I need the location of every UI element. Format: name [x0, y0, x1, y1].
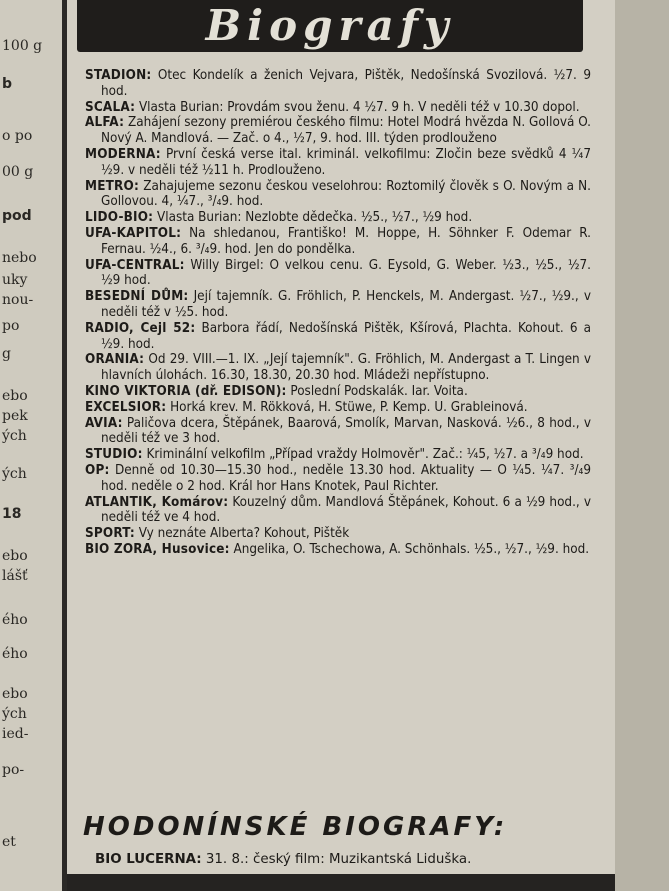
cinema-name: METRO:: [85, 178, 139, 194]
cinema-program: Kriminální velkofilm „Případ vraždy Holmověr". Zač.: ¼5, ½7. a ³/₄9 hod.: [146, 447, 584, 463]
cinema-entry: [85, 463, 591, 495]
cinema-name: ATLANTIK, Komárov:: [85, 494, 229, 510]
cinema-name: OP:: [85, 462, 110, 478]
cinema-program: Kouzelný dům. Mandlová Štěpánek, Kohout. 6 a ½9 hod., v neděli též ve 4 hod.: [101, 494, 591, 526]
cinema-program: Zahájení sezony premiérou českého filmu: Hotel Modrá hvězda N. Gollová O. Nový A. Mandlová. — Zač. o 4., ½7, 9. hod. III. týden prodlouženo: [101, 115, 591, 147]
cinema-entry: [85, 115, 591, 147]
adjacent-text-fragment: ých: [2, 706, 27, 722]
adjacent-text-fragment: lášť: [2, 568, 28, 584]
adjacent-text-fragment: ied-: [2, 726, 29, 742]
adjacent-text-fragment: 00 g: [2, 164, 34, 180]
cinema-entry: [85, 226, 591, 258]
cinema-entry: [85, 321, 591, 353]
cinema-name: ORANIA:: [85, 352, 145, 368]
cinema-program: Na shledanou, Františko! M. Hoppe, H. Söhnker F. Odemar R. Fernau. ½4., 6. ³/₄9. hod. Jen do pondělka.: [101, 225, 591, 257]
adjacent-text-fragment: pek: [2, 408, 28, 424]
adjacent-text-fragment: b: [2, 76, 13, 92]
section-header: [77, 0, 583, 52]
adjacent-text-fragment: nebo: [2, 250, 37, 266]
adjacent-text-fragment: g: [2, 346, 11, 362]
cinema-program: Její tajemník. G. Fröhlich, P. Henckels, M. Andergast. ½7., ½9., v neděli též v ½5. hod.: [101, 289, 592, 320]
adjacent-text-fragment: ého: [2, 612, 28, 628]
adjacent-text-fragment: 100 g: [2, 38, 43, 54]
cinema-program: Vlasta Burian: Provdám svou ženu. 4 ½7. 9 h. V neděli též v 10.30 dopol.: [138, 99, 580, 115]
cinema-entry: [85, 179, 591, 211]
cinema-program: Barbora řádí, Nedošínská Pištěk, Kšírová, Plachta. Kohout. 6 a ½9. hod.: [101, 320, 591, 352]
adjacent-text-fragment: uky: [2, 272, 28, 288]
adjacent-column: [0, 0, 62, 891]
cinema-entry: [85, 210, 591, 226]
cinema-name: STADION:: [85, 68, 152, 83]
cinema-name: SCALA:: [85, 99, 136, 115]
biografy-column: [67, 0, 615, 891]
adjacent-text-fragment: pod: [2, 208, 32, 224]
adjacent-text-fragment: 18: [2, 506, 22, 522]
cinema-program: Angelika, O. Tschechowa, A. Schönhals. ½5., ½7., ½9. hod.: [233, 541, 590, 557]
cinema-entry: [85, 400, 591, 416]
cinema-name: STUDIO:: [85, 447, 143, 463]
cinema-entry: [85, 447, 591, 463]
cinema-name: UFA-CENTRAL:: [85, 257, 185, 273]
cinema-name: BESEDNÍ DŮM:: [85, 289, 189, 305]
cinema-name: SPORT:: [85, 526, 135, 542]
adjacent-text-fragment: et: [2, 834, 16, 850]
section-title-hodonin: HODONÍNSKÉ BIOGRAFY:: [83, 812, 508, 842]
cinema-program: 31. 8.: český film: Muzikantská Liduška.: [205, 852, 472, 867]
section-title: Biografy: [205, 1, 455, 50]
adjacent-text-fragment: o po: [2, 128, 33, 144]
adjacent-text-fragment: ebo: [2, 548, 28, 564]
adjacent-text-fragment: ých: [2, 428, 27, 444]
cinema-name: UFA-KAPITOL:: [85, 225, 182, 241]
cinema-program: Horká krev. M. Rökková, H. Stüwe, P. Kemp. U. Grableinová.: [170, 399, 528, 415]
cinema-program: Poslední Podskalák. Iar. Voita.: [290, 383, 468, 399]
cinema-name: LIDO-BIO:: [85, 210, 154, 226]
cinema-entry: [85, 495, 591, 527]
adjacent-text-fragment: ých: [2, 466, 27, 482]
cinema-program: První česká verse ital. kriminál. velkofilmu: Zločin beze svědků 4 ¼7 ½9. v neděli též ½11 h. Prodlouženo.: [101, 146, 592, 178]
cinema-listing: [85, 68, 591, 558]
cinema-name: BIO ZORA, Husovice:: [85, 541, 230, 557]
cinema-entry: [85, 68, 591, 100]
cinema-program: Vy neznáte Alberta? Kohout, Pištěk: [138, 526, 350, 542]
cinema-program: Otec Kondelík a ženich Vejvara, Pištěk, Nedošínská Svozilová. ½7. 9 hod.: [101, 68, 591, 99]
adjacent-text-fragment: po: [2, 318, 20, 334]
adjacent-text-fragment: nou-: [2, 292, 34, 308]
adjacent-text-fragment: po-: [2, 762, 25, 778]
cinema-name: KINO VIKTORIA (dř. EDISON):: [85, 383, 287, 399]
cinema-program: Paličova dcera, Štěpánek, Baarová, Smolík, Marvan, Nasková. ½6., 8 hod., v neděli též ve 3 hod.: [101, 415, 592, 447]
page-edge: [615, 0, 669, 891]
cinema-program: Willy Birgel: O velkou cenu. G. Eysold, G. Weber. ½3., ½5., ½7. ½9 hod.: [101, 257, 592, 289]
cinema-program: Od 29. VIII.—1. IX. „Její tajemník". G. Fröhlich, M. Andergast a T. Lingen v hlavních úlohách. 16.30, 18.30, 20.30 hod. Mládeži nepřístupno.: [101, 352, 591, 384]
cinema-entry: [85, 258, 591, 290]
cinema-name: EXCELSIOR:: [85, 399, 167, 415]
cinema-program: Denně od 10.30—15.30 hod., neděle 13.30 hod. Aktuality — O ¼5. ¼7. ³/₄9 hod. neděle o 2 hod. Král hor Hans Knotek, Paul Richter.: [101, 462, 591, 494]
cinema-name: AVIA:: [85, 415, 123, 431]
cinema-entry: [85, 416, 591, 448]
cinema-name: MODERNA:: [85, 146, 161, 162]
cinema-entry: [85, 542, 591, 558]
cinema-entry: [85, 100, 591, 116]
cinema-entry: [95, 852, 595, 867]
cinema-entry: [85, 352, 591, 384]
cinema-program: Zahajujeme sezonu českou veselohrou: Roztomilý člověk s O. Novým a N. Gollovou. 4, ¼7., ³/₄9. hod.: [101, 178, 592, 210]
cinema-name: ALFA:: [85, 115, 125, 131]
adjacent-text-fragment: ebo: [2, 686, 28, 702]
adjacent-text-fragment: ebo: [2, 388, 28, 404]
bottom-rule: [67, 874, 615, 891]
cinema-entry: [85, 147, 591, 179]
adjacent-text-fragment: ého: [2, 646, 28, 662]
cinema-entry: [85, 289, 591, 321]
cinema-program: Vlasta Burian: Nezlobte dědečka. ½5., ½7., ½9 hod.: [157, 210, 473, 226]
cinema-name: RADIO, Cejl 52:: [85, 320, 196, 336]
cinema-entry: [85, 526, 591, 542]
cinema-entry: [85, 384, 591, 400]
cinema-name: BIO LUCERNA:: [95, 852, 202, 867]
